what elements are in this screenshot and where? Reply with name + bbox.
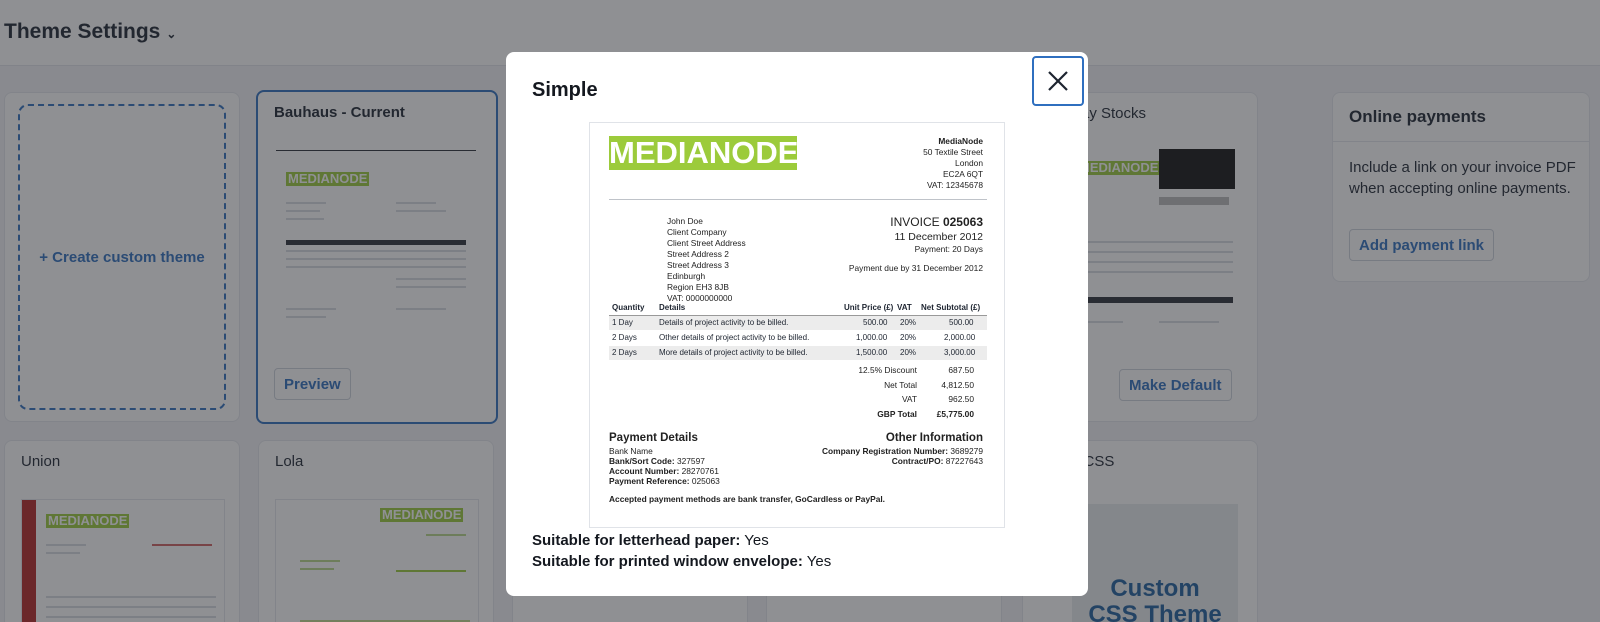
letterhead-suitability: Suitable for letterhead paper: Yes xyxy=(532,532,769,549)
table-header: Quantity Details Unit Price (£) VAT Net Subtotal (£) xyxy=(612,303,981,312)
envelope-suitability: Suitable for printed window envelope: Yes xyxy=(532,553,832,570)
company-address: MediaNode 50 Textile Street London EC2A 6QT VAT: 12345678 xyxy=(923,136,983,190)
totals-labels: 12.5% Discount Net Total VAT GBP Total xyxy=(858,365,917,419)
payment-terms: Payment: 20 Days xyxy=(914,244,983,254)
invoice-preview xyxy=(589,122,1005,528)
close-icon xyxy=(1046,69,1070,93)
theme-preview-modal xyxy=(506,52,1088,596)
totals-values: 687.50 4,812.50 962.50 £5,775.00 xyxy=(936,365,974,419)
invoice-date: 11 December 2012 xyxy=(894,231,983,243)
invoice-number: 025063 xyxy=(942,215,983,229)
other-information: Other Information Company Registration Number: 3689279 Contract/PO: 87227643 xyxy=(821,432,983,466)
table-row: 2 Days Other details of project activity to be billed. 1,000.00 20% 2,000.00 xyxy=(612,333,976,342)
table-row: 2 Days More details of project activity to be billed. 1,500.00 20% 3,000.00 xyxy=(609,346,987,360)
payment-due: Payment due by 31 December 2012 xyxy=(848,263,983,273)
payment-details: Payment Details Bank Name Bank/Sort Code: 327597 Account Number: 28270761 Payment Reference: 025063 xyxy=(609,432,720,486)
invoice-meta xyxy=(783,215,983,274)
accepted-payments-note: Accepted payment methods are bank transfer, GoCardless or PayPal. xyxy=(609,494,886,504)
invoice-label: INVOICE xyxy=(890,215,940,229)
invoice-logo: MEDIANODE xyxy=(609,135,799,170)
modal-title: Simple xyxy=(532,79,598,101)
divider xyxy=(609,199,987,200)
table-row: 1 Day Details of project activity to be billed. 500.00 20% 500.00 xyxy=(609,316,987,330)
client-address: John Doe Client Company Client Street Address Street Address 2 Street Address 3 Edinburgh Region EH3 8JB VAT: 0000000000 xyxy=(667,216,746,303)
close-button[interactable] xyxy=(1032,56,1084,106)
